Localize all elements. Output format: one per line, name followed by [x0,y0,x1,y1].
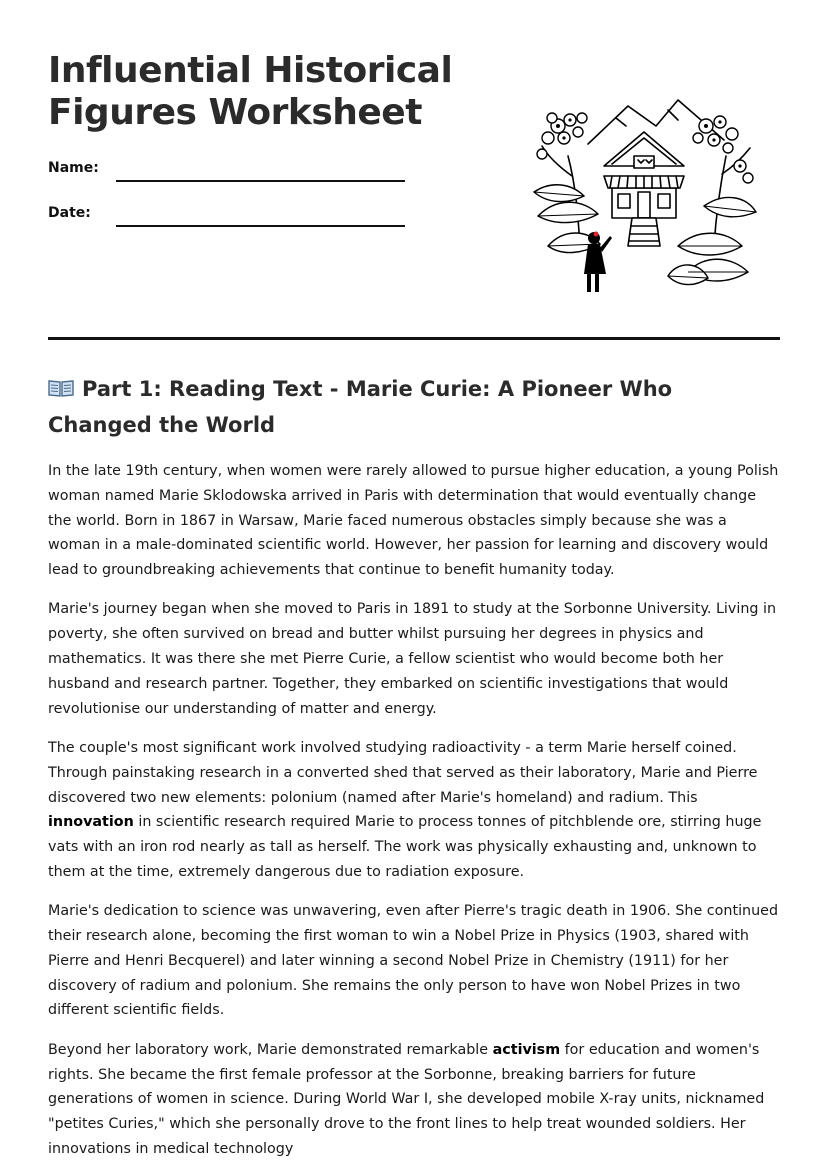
paragraph-4: Marie's dedication to science was unwavering, even after Pierre's tragic death in 1906. She continued their research alone, becoming the first woman to win a Nobel Prize in Physics (1903, shared with Pierre and Henri Becquerel) and later winning a second Nobel Prize in Chemistry (1911) for her discovery of radium and polonium. She remains the only person to have won Nobel Prizes in two different scientific fields. [48,903,779,1019]
worksheet-title [48,50,452,134]
part1-heading-text: Part 1: Reading Text - Marie Curie: A Pioneer Who Changed the World [48,377,673,437]
keyword-innovation: innovation [48,814,134,831]
header-divider [48,337,780,340]
open-book-icon [48,378,74,398]
paragraph-3-text-a: The couple's most significant work involved studying radioactivity - a term Marie herself coined. Through painstaking research in a converted shed that served as their laboratory, Marie and Pierre discovered two new elements: polonium (named after Marie's homeland) and radium. This [48,739,758,806]
paragraph-5-text-b: for education and women's rights. She became the first female professor at the Sorbonne, breaking barriers for future generations of women in science. During World War I, she developed mobile X-ray units, nicknamed "petites Curies," which she personally drove to the front lines to help treat wounded soldiers. Her innovations in medical technology [48,1041,765,1157]
paragraph-5-text-a: Beyond her laboratory work, Marie demonstrated remarkable [48,1041,493,1058]
paragraph-3-text-b: in scientific research required Marie to process tonnes of pitchblende ore, stirring huge vats with an iron rod nearly as tall as herself. The work was physically exhausting and, unknown to them at the time, extremely dangerous due to radiation exposure. [48,814,762,880]
paragraph-2: Marie's journey began when she moved to Paris in 1891 to study at the Sorbonne University. Living in poverty, she often survived on bread and butter whilst pursuing her degrees in physics and mathematics. It was there she met Pierre Curie, a fellow scientist who would become both her husband and research partner. Together, they embarked on scientific investigations that would revolutionise our understanding of matter and energy. [48,601,777,717]
keyword-activism: activism [492,1041,561,1058]
part1-heading [48,371,778,443]
paragraph-5 [48,1038,780,1162]
paragraph-1: In the late 19th century, when women were rarely allowed to pursue higher education, a young Polish woman named Marie Sklodowska arrived in Paris with determination that would eventually change the world. Born in 1867 in Warsaw, Marie faced numerous obstacles simply because she was a woman in a male-dominated scientific world. However, her passion for learning and discovery would lead to groundbreaking achievements that continue to benefit humanity today. [48,463,779,579]
name-field[interactable] [116,180,405,182]
worksheet-title-line-2: Figures Worksheet [48,92,422,133]
reading-text [48,459,780,1176]
paragraph-3 [48,736,780,885]
date-label: Date: [48,205,91,221]
worksheet-title-line-1: Influential Historical [48,50,453,91]
house-in-jungle-illustration [528,96,760,298]
name-label: Name: [48,160,99,176]
date-field[interactable] [116,225,405,227]
